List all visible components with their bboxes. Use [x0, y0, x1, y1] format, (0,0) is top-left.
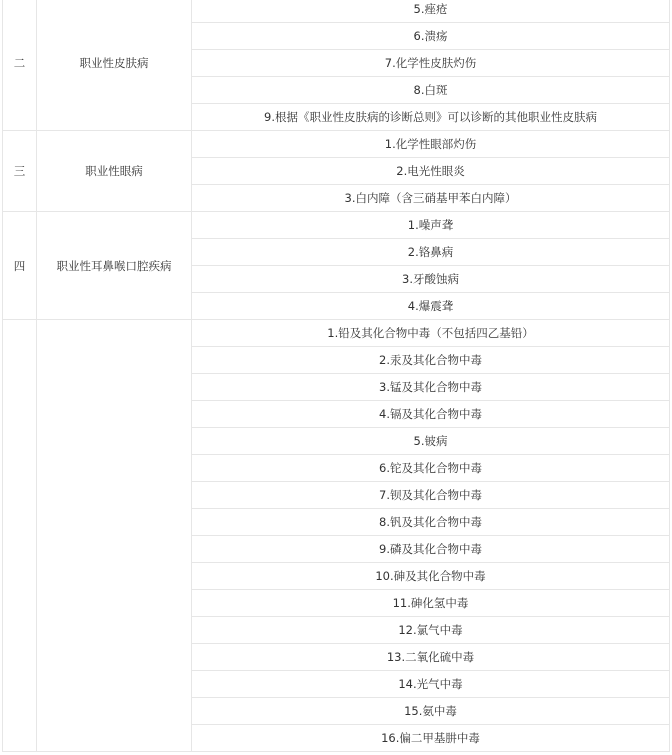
disease-item-cell: 6.铊及其化合物中毒	[192, 455, 670, 482]
disease-item-cell: 1.铅及其化合物中毒（不包括四乙基铅）	[192, 320, 670, 347]
table-row	[3, 0, 670, 23]
disease-item-cell: 4.镉及其化合物中毒	[192, 401, 670, 428]
disease-item-cell: 1.化学性眼部灼伤	[192, 131, 670, 158]
disease-item-cell: 6.溃疡	[192, 23, 670, 50]
disease-item-cell: 9.磷及其化合物中毒	[192, 536, 670, 563]
disease-item-cell: 13.二氧化硫中毒	[192, 644, 670, 671]
disease-table	[2, 0, 670, 752]
disease-item-cell: 2.电光性眼炎	[192, 158, 670, 185]
disease-item-cell: 7.化学性皮肤灼伤	[192, 50, 670, 77]
disease-item-cell: 7.钡及其化合物中毒	[192, 482, 670, 509]
table-row	[3, 320, 670, 347]
disease-item-cell: 5.痤疮	[192, 0, 670, 23]
disease-item-cell: 16.偏二甲基肼中毒	[192, 725, 670, 752]
disease-item-cell: 8.钒及其化合物中毒	[192, 509, 670, 536]
category-cell: 职业性皮肤病	[37, 0, 192, 131]
disease-item-cell: 2.铬鼻病	[192, 239, 670, 266]
disease-item-cell: 11.砷化氢中毒	[192, 590, 670, 617]
disease-item-cell: 3.牙酸蚀病	[192, 266, 670, 293]
disease-item-cell: 14.光气中毒	[192, 671, 670, 698]
disease-item-cell: 9.根据《职业性皮肤病的诊断总则》可以诊断的其他职业性皮肤病	[192, 104, 670, 131]
group-number-cell: 二	[3, 0, 37, 131]
category-cell: 职业性眼病	[37, 131, 192, 212]
table-row	[3, 212, 670, 239]
category-cell: 职业性耳鼻喉口腔疾病	[37, 212, 192, 320]
disease-item-cell: 10.砷及其化合物中毒	[192, 563, 670, 590]
disease-item-cell: 15.氨中毒	[192, 698, 670, 725]
disease-item-cell: 8.白斑	[192, 77, 670, 104]
disease-item-cell: 4.爆震聋	[192, 293, 670, 320]
disease-item-cell: 2.汞及其化合物中毒	[192, 347, 670, 374]
disease-item-cell: 5.铍病	[192, 428, 670, 455]
disease-item-cell: 3.锰及其化合物中毒	[192, 374, 670, 401]
category-cell	[37, 320, 192, 752]
table-row	[3, 131, 670, 158]
disease-item-cell: 1.噪声聋	[192, 212, 670, 239]
table-body	[3, 0, 670, 752]
group-number-cell	[3, 320, 37, 752]
disease-item-cell: 3.白内障（含三硝基甲苯白内障）	[192, 185, 670, 212]
group-number-cell: 三	[3, 131, 37, 212]
disease-item-cell: 12.氯气中毒	[192, 617, 670, 644]
group-number-cell: 四	[3, 212, 37, 320]
